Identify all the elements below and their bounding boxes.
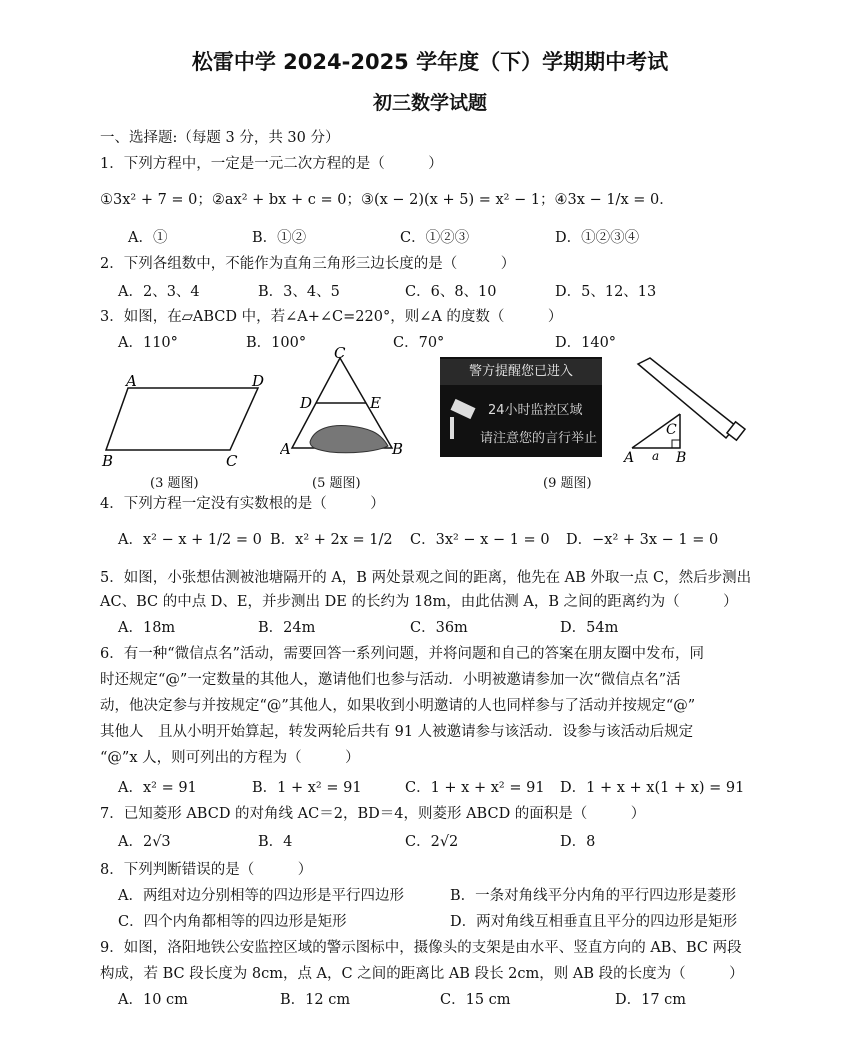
question-1-option-b: B．①② <box>252 230 307 246</box>
warning-sign-middle-text: 24小时监控区域 <box>488 403 583 418</box>
question-6-line-3: 动，他决定参与并按规定“@”其他人，如果收到小明邀请的人也同样参与了活动并按规定“@” <box>100 698 696 714</box>
fig3-label-c: C <box>226 452 238 468</box>
fig5-label-e: E <box>370 394 381 412</box>
question-9-option-d: D．17 cm <box>615 992 687 1008</box>
question-9-line-2: 构成，若 BC 段长度为 8cm，点 A，C 之间的距离比 AB 段长 2cm，则 AB 段的长度为（ ） <box>100 966 744 982</box>
question-7-option-d: D．8 <box>560 834 596 850</box>
figure-3-caption: (3 题图) <box>150 476 199 491</box>
fig9-label-c: C <box>666 422 677 438</box>
question-2-option-a: A．2、3、4 <box>118 284 200 300</box>
camera-icon <box>446 397 482 445</box>
question-6-option-d: D．1 + x + x(1 + x) = 91 <box>560 780 745 796</box>
question-8-option-a: A．两组对边分别相等的四边形是平行四边形 <box>118 888 404 904</box>
question-6-option-b: B．1 + x² = 91 <box>252 780 362 796</box>
question-6-line-4: 其他人 且从小明开始算起，转发两轮后共有 91 人被邀请参与该活动．设参与该活动后规定 <box>100 724 694 740</box>
question-4-option-c: C．3x² − x − 1 = 0 <box>410 532 550 548</box>
warning-sign-top-text: 警方提醒您已进入 <box>440 359 602 385</box>
question-9-line-1: 9．如图，洛阳地铁公安监控区域的警示图标中，摄像头的支架是由水平、竖直方向的 AB、BC 两段 <box>100 940 742 956</box>
question-5-option-c: C．36m <box>410 620 468 636</box>
question-9-option-c: C．15 cm <box>440 992 511 1008</box>
question-9-option-b: B．12 cm <box>280 992 351 1008</box>
question-3-option-b: B．100° <box>246 335 307 351</box>
question-6-line-1: 6．有一种“微信点名”活动，需要回答一系列问题，并将问题和自己的答案在朋友圈中发布，同 <box>100 646 705 662</box>
question-3-stem: 3．如图，在▱ABCD 中，若∠A+∠C=220°，则∠A 的度数（ ） <box>100 309 563 325</box>
question-1-option-c: C．①②③ <box>400 230 470 246</box>
fig9-label-small-a: a <box>652 449 660 463</box>
question-6-option-a: A．x² = 91 <box>118 780 197 796</box>
question-5-option-b: B．24m <box>258 620 316 636</box>
question-2-option-b: B．3、4、5 <box>258 284 340 300</box>
question-8-option-b: B．一条对角线平分内角的平行四边形是菱形 <box>450 888 737 904</box>
question-1-option-d: D．①②③④ <box>555 230 640 246</box>
question-6-option-c: C．1 + x + x² = 91 <box>405 780 545 796</box>
figure-3-parallelogram <box>98 368 278 468</box>
question-3-option-a: A．110° <box>118 335 178 351</box>
exam-title: 松雷中学 2024-2025 学年度（下）学期期中考试 <box>191 50 669 74</box>
figure-5-caption: (5 题图) <box>312 476 361 491</box>
question-3-option-d: D．140° <box>555 335 617 351</box>
fig9-label-b: B <box>676 450 687 466</box>
question-1-stem: 1．下列方程中，一定是一元二次方程的是（ ） <box>100 156 443 172</box>
question-8-option-d: D．两对角线互相垂直且平分的四边形是矩形 <box>450 914 738 930</box>
fig3-label-b: B <box>102 452 114 468</box>
question-7-stem: 7．已知菱形 ABCD 的对角线 AC＝2，BD＝4，则菱形 ABCD 的面积是（ ） <box>100 806 646 822</box>
fig3-label-d: D <box>252 372 265 390</box>
question-8-stem: 8．下列判断错误的是（ ） <box>100 862 313 878</box>
question-2-option-d: D．5、12、13 <box>555 284 657 300</box>
question-5-option-a: A．18m <box>118 620 176 636</box>
fig5-label-a: A <box>280 440 291 458</box>
question-5-line-2: AC、BC 的中点 D、E，并步测出 DE 的长约为 18m，由此估测 A，B 之间的距离约为（ ） <box>100 594 738 610</box>
figure-5-triangle <box>280 346 410 466</box>
question-2-stem: 2．下列各组数中，不能作为直角三角形三边长度的是（ ） <box>100 256 516 272</box>
question-7-option-c: C．2√2 <box>405 834 459 850</box>
question-1-option-a: A．① <box>128 230 168 246</box>
fig9-label-a: A <box>624 450 635 466</box>
figure-9-warning-sign <box>440 357 602 457</box>
warning-sign-bottom-text: 请注意您的言行举止 <box>480 431 598 446</box>
fig5-label-c: C <box>334 346 346 362</box>
question-2-option-c: C．6、8、10 <box>405 284 497 300</box>
question-4-stem: 4．下列方程一定没有实数根的是（ ） <box>100 496 385 512</box>
fig5-label-d: D <box>300 394 313 412</box>
question-8-option-c: C．四个内角都相等的四边形是矩形 <box>118 914 347 930</box>
figure-9-caption: (9 题图) <box>543 476 592 491</box>
question-1-equations: ①3x² + 7 = 0；②ax² + bx + c = 0；③(x − 2)(x + 5) = x² − 1；④3x − 1/x = 0． <box>100 192 674 208</box>
question-4-option-b: B．x² + 2x = 1/2 <box>270 532 393 548</box>
question-5-option-d: D．54m <box>560 620 619 636</box>
fig5-label-b: B <box>392 440 404 458</box>
question-6-line-2: 时还规定“@”一定数量的其他人，邀请他们也参与活动．小明被邀请参加一次“微信点名”活 <box>100 672 681 688</box>
question-5-line-1: 5．如图，小张想估测被池塘隔开的 A，B 两处景观之间的距离，他先在 AB 外取一点 C，然后步测出 <box>100 570 752 586</box>
question-7-option-b: B．4 <box>258 834 293 850</box>
exam-subtitle: 初三数学试题 <box>372 92 487 114</box>
question-7-option-a: A．2√3 <box>118 834 171 850</box>
question-3-option-c: C．70° <box>393 335 445 351</box>
question-9-option-a: A．10 cm <box>118 992 188 1008</box>
fig3-label-a: A <box>126 372 137 390</box>
question-4-option-d: D．−x² + 3x − 1 = 0 <box>566 532 719 548</box>
question-6-line-5: “@”x 人，则可列出的方程为（ ） <box>100 750 360 766</box>
question-4-option-a: A．x² − x + 1/2 = 0 <box>118 532 262 548</box>
figure-9-camera-bracket <box>620 356 750 466</box>
section-heading: 一、选择题:（每题 3 分，共 30 分） <box>100 130 340 146</box>
